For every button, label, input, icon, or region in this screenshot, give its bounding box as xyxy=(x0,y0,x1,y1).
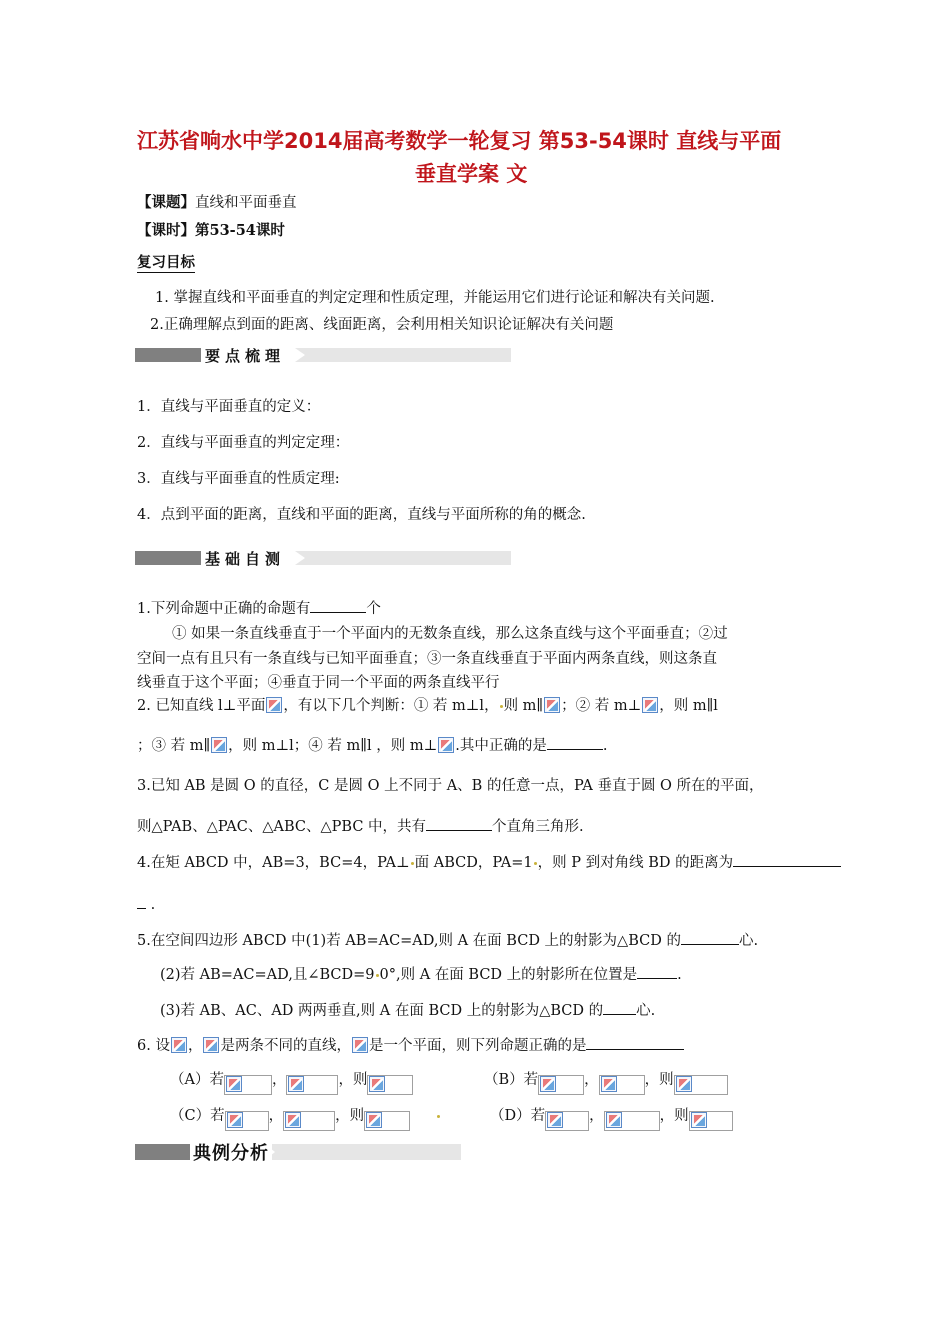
q2-text-f: ；③ 若 m∥ xyxy=(137,738,211,754)
page-title-line-2: 垂直学案 文 xyxy=(415,162,528,186)
q6-then: ，则 xyxy=(338,1072,368,1088)
q2-text-i: . xyxy=(602,738,608,754)
section-bar-key-points xyxy=(135,348,511,362)
section-label-examples: 典例分析 xyxy=(190,1139,272,1165)
stray-dot-icon xyxy=(534,862,537,865)
q4-text-b: 面 ABCD，PA=1 xyxy=(414,855,533,871)
question-4-line-2 xyxy=(137,894,155,913)
question-2-line-2 xyxy=(137,734,607,755)
q5-text-2b: 0° xyxy=(379,967,396,983)
q5-text-3a: (3)若 AB、AC、AD 两两垂直,则 A 在面 BCD 上的射影为△BCD 的 xyxy=(160,1003,604,1019)
q2-text-a: 2. 已知直线 l⊥平面 xyxy=(137,698,266,714)
goal-item-1: 1. 掌握直线和平面垂直的判定定理和性质定理，并能运用它们进行论证和解决有关问题. xyxy=(155,290,715,306)
formula-image-icon xyxy=(691,1112,707,1128)
q6-then: ，则 xyxy=(659,1108,689,1124)
key-point-1: 1．直线与平面垂直的定义： xyxy=(137,399,321,415)
q1-stem-unit: 个 xyxy=(366,601,381,617)
key-point-3: 3．直线与平面垂直的性质定理: xyxy=(137,471,340,487)
goals-heading: 复习目标 xyxy=(137,251,195,273)
formula-image-icon xyxy=(676,1076,692,1092)
question-3-line-2 xyxy=(137,815,584,836)
formula-image-icon xyxy=(547,1112,563,1128)
question-5-line-3 xyxy=(160,999,655,1020)
stray-dot-icon xyxy=(500,705,503,708)
q6-sep: ， xyxy=(271,1072,287,1088)
topic-tag: 【课题】 xyxy=(137,194,195,211)
q2-answer-blank xyxy=(547,735,603,750)
q1-line-1: ① 如果一条直线垂直于一个平面内的无数条直线，那么这条直线与这个平面垂直；②过 xyxy=(172,626,728,642)
q6-option-c-label: （C）若 xyxy=(170,1108,225,1124)
plane-alpha-image-icon xyxy=(211,737,227,753)
q6-option-a-label: （A）若 xyxy=(170,1072,224,1088)
section-label-key-points: 要点梳理 xyxy=(202,345,288,366)
q1-line-2: 空间一点有且只有一条直线与已知平面垂直；③一条直线垂直于平面内两条直线，则这条直 xyxy=(137,651,717,667)
formula-image-box xyxy=(599,1075,645,1095)
q6-answer-blank xyxy=(586,1035,684,1050)
line-m-image-icon xyxy=(171,1037,187,1053)
formula-image-icon xyxy=(288,1076,304,1092)
formula-image-box xyxy=(283,1111,335,1131)
q4-text-c: ，则 P 到对角线 BD 的距离为 xyxy=(537,855,734,871)
plane-alpha-image-icon xyxy=(352,1037,368,1053)
topic-line xyxy=(137,191,297,212)
q5-text-2a: (2)若 AB=AC=AD,且∠BCD=9 xyxy=(160,967,375,983)
formula-image-box xyxy=(364,1111,410,1131)
q5-answer-blank-1 xyxy=(681,930,739,945)
key-point-4: 4．点到平面的距离，直线和平面的距离，直线与平面所称的角的概念. xyxy=(137,507,586,523)
formula-image-icon xyxy=(366,1112,382,1128)
formula-image-icon xyxy=(226,1076,242,1092)
period-tag: 【课时】 xyxy=(137,222,195,239)
q6-then: ，则 xyxy=(335,1108,365,1124)
stray-dot-icon xyxy=(411,862,414,865)
formula-image-icon xyxy=(285,1112,301,1128)
q6-text-c: 是两条不同的直线， xyxy=(220,1038,351,1054)
q6-text-b: ， xyxy=(187,1038,203,1054)
q4-text-d: . xyxy=(150,897,156,913)
q6-option-d-label: （D）若 xyxy=(490,1108,546,1124)
q6-option-a xyxy=(170,1068,413,1095)
q6-then: ，则 xyxy=(644,1072,674,1088)
q6-text-a: 6. 设 xyxy=(137,1038,170,1054)
q6-option-d xyxy=(490,1104,733,1131)
q2-text-d: ；② 若 m⊥ xyxy=(561,698,642,714)
q6-sep: ， xyxy=(584,1072,599,1088)
q3-text-b: 个直角三角形. xyxy=(492,819,584,835)
q4-answer-blank-cont xyxy=(137,894,146,909)
formula-image-box xyxy=(286,1075,338,1095)
q2-text-g: ，则 m⊥l；④ 若 m∥l ，则 m⊥ xyxy=(228,738,438,754)
stray-dot-icon xyxy=(437,1115,440,1118)
question-4-line-1 xyxy=(137,851,841,872)
q1-stem-text: 1.下列命题中正确的命题有 xyxy=(137,601,311,617)
plane-alpha-image-icon xyxy=(438,737,454,753)
formula-image-icon xyxy=(601,1076,617,1092)
plane-alpha-image-icon xyxy=(266,697,282,713)
question-5-line-2 xyxy=(160,963,682,984)
plane-alpha-image-icon xyxy=(642,697,658,713)
q6-sep: ， xyxy=(589,1108,604,1124)
q2-text-c: 则 m∥ xyxy=(503,698,544,714)
period-value: 第53-54课时 xyxy=(195,222,285,239)
stray-dot-icon xyxy=(376,974,379,977)
period-line xyxy=(137,219,285,240)
question-2-line-1 xyxy=(137,694,718,715)
q4-text-a: 4.在矩 ABCD 中，AB=3，BC=4，PA⊥ xyxy=(137,855,410,871)
key-point-2: 2．直线与平面垂直的判定定理： xyxy=(137,435,350,451)
formula-image-icon xyxy=(227,1112,243,1128)
formula-image-box xyxy=(367,1075,413,1095)
q5-text-1a: 5.在空间四边形 ABCD 中(1)若 AB=AC=AD,则 A 在面 BCD 上的射影为△BCD 的 xyxy=(137,933,681,949)
section-bar-self-test xyxy=(135,551,511,565)
q5-text-2c: ,则 A 在面 BCD 上的射影所在位置是 xyxy=(395,967,638,983)
line-n-image-icon xyxy=(203,1037,219,1053)
page-title-line-1: 江苏省响水中学2014届高考数学一轮复习 第53-54课时 直线与平面 xyxy=(137,129,782,153)
formula-image-icon xyxy=(369,1076,385,1092)
question-3-line-1: 3.已知 AB 是圆 O 的直径，C 是圆 O 上不同于 A、B 的任意一点，PA 垂直于圆 O 所在的平面， xyxy=(137,778,764,794)
q2-text-h: .其中正确的是 xyxy=(455,738,547,754)
q3-text-a: 则△PAB、△PAC、△ABC、△PBC 中，共有 xyxy=(137,819,427,835)
q5-text-2d: . xyxy=(677,967,682,983)
formula-image-box xyxy=(604,1111,660,1131)
section-bar-examples xyxy=(135,1144,461,1160)
formula-image-icon xyxy=(606,1112,622,1128)
topic-value: 直线和平面垂直 xyxy=(195,195,297,211)
q4-answer-blank xyxy=(733,852,841,867)
question-5-line-1 xyxy=(137,929,758,950)
formula-image-box xyxy=(545,1111,589,1131)
q2-text-b: ，有以下几个判断：① 若 m⊥l， xyxy=(283,698,499,714)
question-1-stem xyxy=(137,597,381,618)
q2-text-e: ，则 m∥l xyxy=(659,698,718,714)
formula-image-box xyxy=(674,1075,728,1095)
q6-text-d: 是一个平面，则下列命题正确的是 xyxy=(368,1038,587,1054)
formula-image-box xyxy=(224,1075,272,1095)
q5-answer-blank-2 xyxy=(637,964,677,979)
q5-answer-blank-3 xyxy=(603,1000,636,1015)
q1-line-3: 线垂直于这个平面；④垂直于同一个平面的两条直线平行 xyxy=(137,675,500,691)
q5-text-1b: 心. xyxy=(738,933,759,949)
question-6-stem xyxy=(137,1034,684,1055)
formula-image-box xyxy=(538,1075,584,1095)
section-label-self-test: 基础自测 xyxy=(202,548,288,569)
plane-alpha-image-icon xyxy=(544,697,560,713)
formula-image-icon xyxy=(540,1076,556,1092)
q6-option-c xyxy=(170,1104,441,1131)
formula-image-box xyxy=(689,1111,733,1131)
q6-option-b-label: （B）若 xyxy=(484,1072,539,1088)
q3-answer-blank xyxy=(426,816,492,831)
q6-sep: ， xyxy=(268,1108,284,1124)
q6-option-b xyxy=(484,1068,728,1095)
q5-text-3b: 心. xyxy=(636,1003,656,1019)
formula-image-box xyxy=(225,1111,269,1131)
q1-answer-blank xyxy=(310,598,366,613)
goal-item-2: 2.正确理解点到面的距离、线面距离，会利用相关知识论证解决有关问题 xyxy=(150,317,614,333)
